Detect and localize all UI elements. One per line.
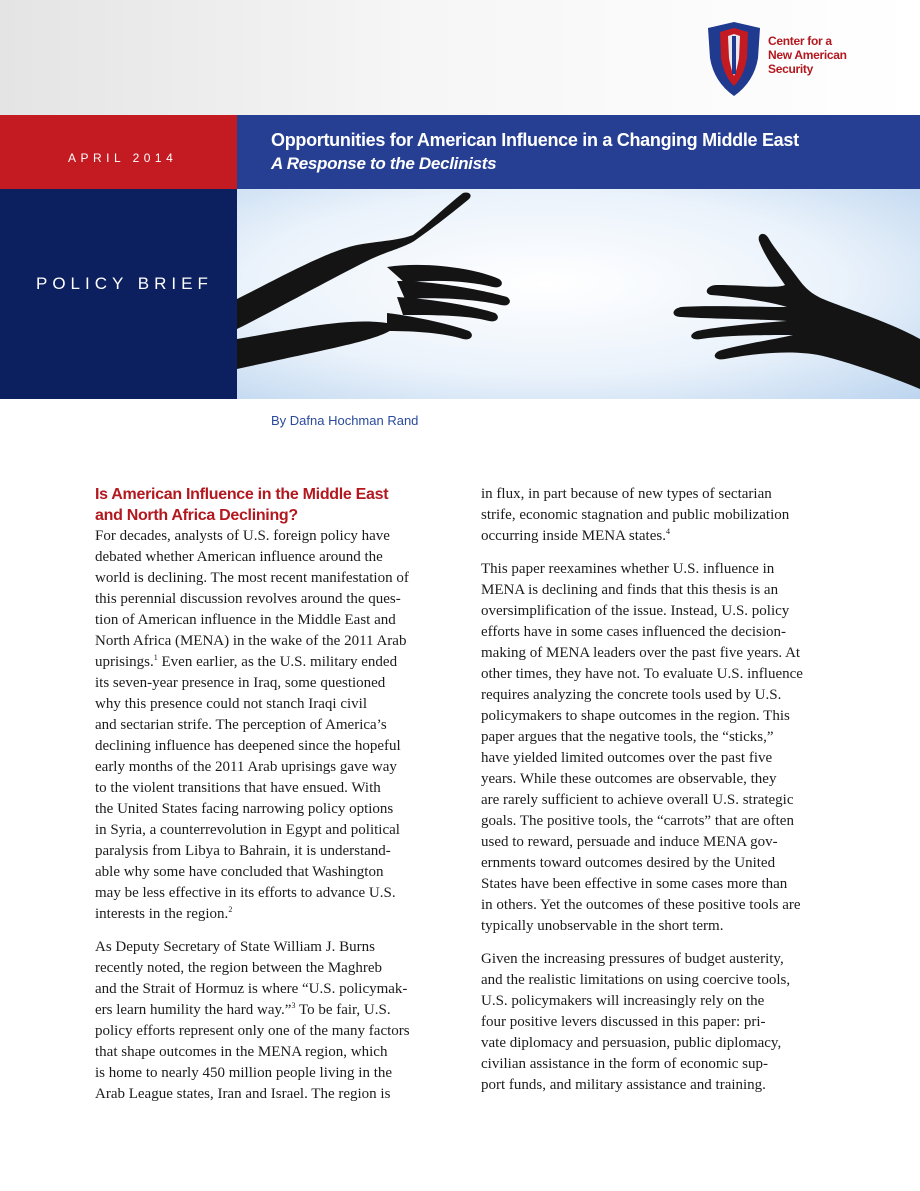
article-column-left: [95, 484, 445, 1105]
text-line: typically unobservable in the short term.: [481, 918, 724, 934]
logo-line: Security: [768, 62, 813, 76]
text-line: civilian assistance in the form of economic sup-: [481, 1056, 768, 1072]
text-line: are rarely sufficient to achieve overall U.S. strategic: [481, 792, 794, 808]
footnote-marker[interactable]: 1: [153, 653, 158, 662]
title-panel: [237, 115, 920, 189]
publication-date: APRIL 2014: [68, 151, 178, 165]
section-heading: [95, 484, 445, 526]
logo-line: New American: [768, 48, 847, 62]
text-line: North Africa (MENA) in the wake of the 2011 Arab: [95, 633, 407, 649]
body-paragraph: [481, 559, 831, 937]
text-line: in others. Yet the outcomes of these positive tools are: [481, 897, 801, 913]
text-line: years. While these outcomes are observable, they: [481, 771, 777, 787]
text-line: making of MENA leaders over the past five years. At: [481, 645, 801, 661]
text-line: strife, economic stagnation and public mobilization: [481, 507, 790, 523]
text-line: requires analyzing the concrete tools used by U.S.: [481, 687, 782, 703]
text-line: paper argues that the negative tools, the “sticks,”: [481, 729, 774, 745]
cnas-logo[interactable]: [706, 22, 866, 98]
text-line: its seven-year presence in Iraq, some questioned: [95, 675, 386, 691]
text-line: policymakers to shape outcomes in the region. This: [481, 708, 790, 724]
article-column-right: [481, 484, 831, 1096]
text-line: to the violent transitions that have ensued. With: [95, 780, 381, 796]
heading-line: Is American Influence in the Middle East: [95, 486, 389, 503]
text-line: port funds, and military assistance and training.: [481, 1077, 766, 1093]
text-line: why this presence could not stanch Iraqi civil: [95, 696, 368, 712]
text-line: U.S. policymakers will increasingly rely on the: [481, 993, 765, 1009]
page-title: Opportunities for American Influence in a Changing Middle East: [271, 130, 799, 150]
footnote-marker[interactable]: 2: [228, 905, 233, 914]
text-line: oversimplification of the issue. Instead, U.S. policy: [481, 603, 790, 619]
heading-line: and North Africa Declining?: [95, 507, 298, 524]
text-line: four positive levers discussed in this paper: pri-: [481, 1014, 766, 1030]
text-line: States have been effective in some cases more than: [481, 876, 788, 892]
text-line: As Deputy Secretary of State William J. Burns: [95, 939, 375, 955]
footnote-marker[interactable]: 3: [291, 1001, 296, 1010]
text-line: This paper reexamines whether U.S. influence in: [481, 561, 775, 577]
text-line: MENA is declining and finds that this thesis is an: [481, 582, 779, 598]
text-line: is home to nearly 450 million people living in the: [95, 1065, 393, 1081]
text-line: and the Strait of Hormuz is where “U.S. policymak-: [95, 981, 408, 997]
text-line: and sectarian strife. The perception of America’s: [95, 717, 387, 733]
text-line: efforts have in some cases influenced the decision-: [481, 624, 787, 640]
text-line: able why some have concluded that Washington: [95, 864, 384, 880]
text-line: world is declining. The most recent manifestation of: [95, 570, 409, 586]
text-line: and the realistic limitations on using coercive tools,: [481, 972, 791, 988]
text-line: goals. The positive tools, the “carrots” that are often: [481, 813, 794, 829]
body-paragraph: [95, 526, 445, 925]
footnote-marker[interactable]: 4: [665, 527, 670, 536]
text-line: paralysis from Libya to Bahrain, it is understand-: [95, 843, 391, 859]
series-panel: [0, 189, 237, 399]
text-line: this perennial discussion revolves around the ques-: [95, 591, 401, 607]
series-label: POLICY BRIEF: [36, 274, 213, 293]
byline: By Dafna Hochman Rand: [271, 413, 419, 428]
text-line: Arab League states, Iran and Israel. The region is: [95, 1086, 391, 1102]
text-line: For decades, analysts of U.S. foreign policy have: [95, 528, 390, 544]
body-paragraph: [481, 484, 831, 547]
text-line: tion of American influence in the Middle East and: [95, 612, 396, 628]
logo-wordmark: [768, 34, 868, 76]
body-paragraph: [95, 937, 445, 1105]
text-line: ers learn humility the hard way.”$^3$ To be fair, U.S.: [95, 1001, 391, 1018]
shield-icon: [706, 22, 762, 98]
text-line: occurring inside MENA states.$^4$: [481, 527, 670, 544]
body-paragraph: [481, 949, 831, 1096]
text-line: policy efforts represent only one of the many factors: [95, 1023, 410, 1039]
text-line: recently noted, the region between the Maghreb: [95, 960, 382, 976]
logo-line: Center for a: [768, 34, 832, 48]
text-line: other times, they have not. To evaluate U.S. influence: [481, 666, 803, 682]
text-line: vate diplomacy and persuasion, public diplomacy,: [481, 1035, 782, 1051]
text-line: that shape outcomes in the MENA region, which: [95, 1044, 388, 1060]
text-line: the United States facing narrowing policy options: [95, 801, 394, 817]
text-line: declining influence has deepened since the hopeful: [95, 738, 401, 754]
text-line: uprisings.$^1$ Even earlier, as the U.S. military ended: [95, 653, 398, 670]
text-line: have yielded limited outcomes over the past five: [481, 750, 773, 766]
text-line: interests in the region.$^2$: [95, 905, 233, 922]
text-line: in flux, in part because of new types of sectarian: [481, 486, 772, 502]
page-subtitle: A Response to the Declinists: [271, 154, 497, 173]
text-line: used to reward, persuade and induce MENA gov-: [481, 834, 778, 850]
text-line: may be less effective in its efforts to advance U.S.: [95, 885, 396, 901]
text-line: early months of the 2011 Arab uprisings gave way: [95, 759, 397, 775]
text-line: Given the increasing pressures of budget austerity,: [481, 951, 784, 967]
hero-image: [237, 189, 920, 399]
text-line: in Syria, a counterrevolution in Egypt and political: [95, 822, 400, 838]
text-line: debated whether American influence around the: [95, 549, 383, 565]
text-line: ernments toward outcomes desired by the United: [481, 855, 776, 871]
